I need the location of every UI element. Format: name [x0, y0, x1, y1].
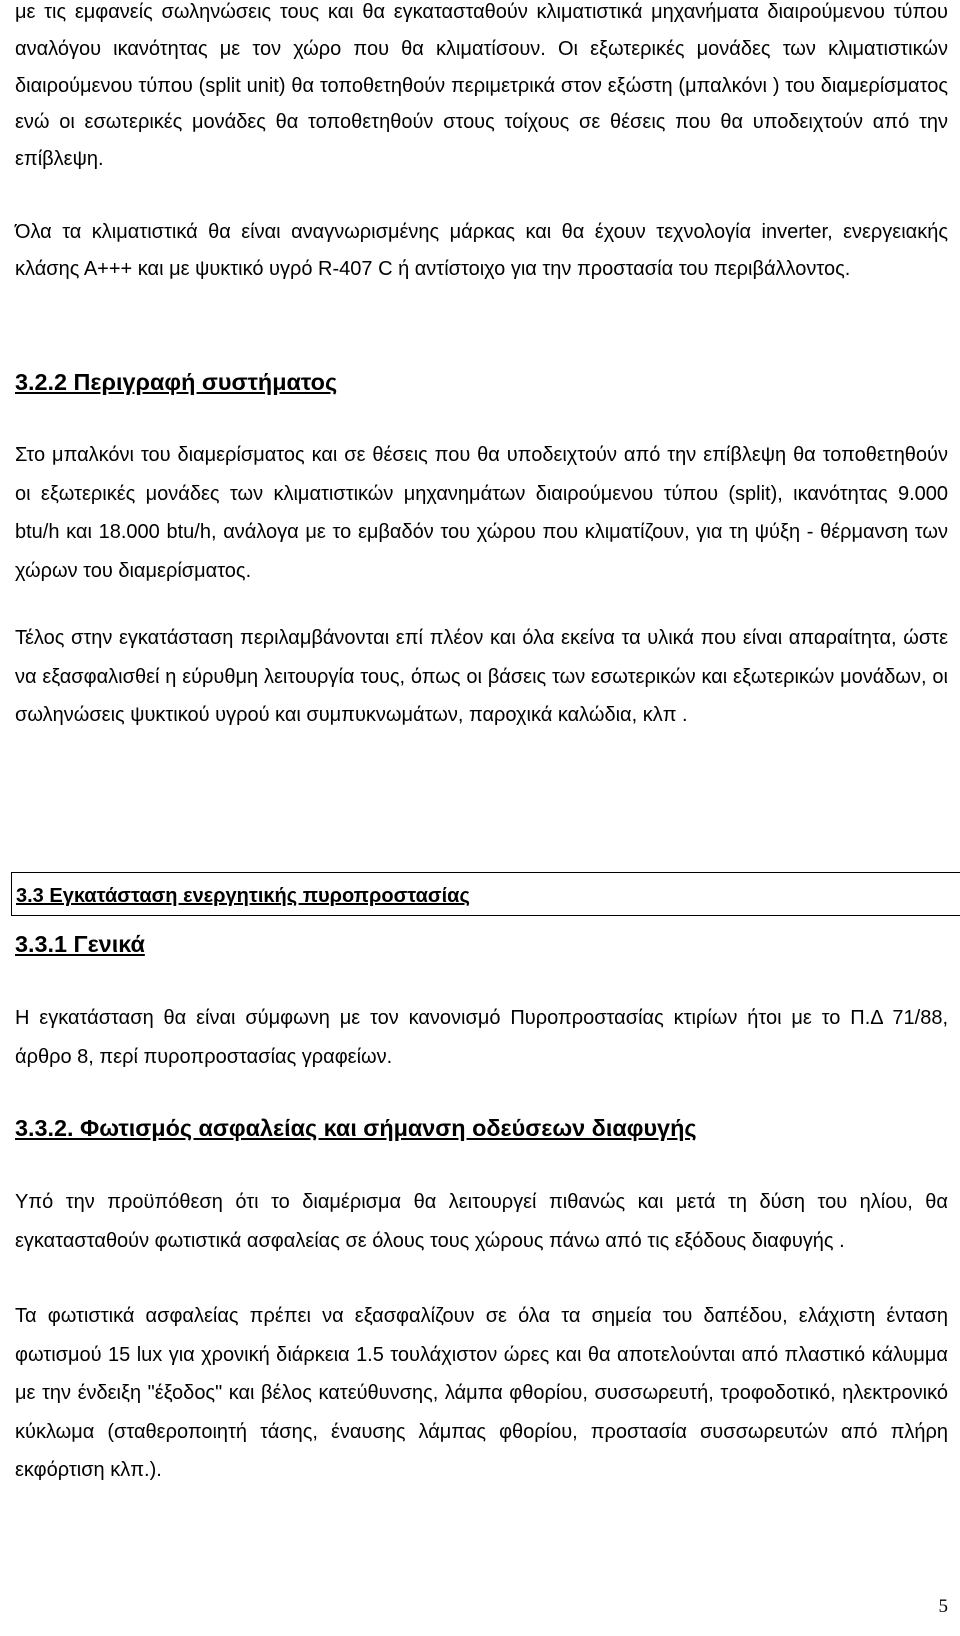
section-heading-3-3-2: 3.3.2. Φωτισμός ασφαλείας και σήμανση οδεύσεων διαφυγής: [15, 1115, 697, 1141]
section-heading-box-3-3: [11, 872, 960, 916]
section-heading-3-3: 3.3 Εγκατάσταση ενεργητικής πυροπροστασίας: [16, 885, 470, 907]
aircon-paragraph-1: με τις εμφανείς σωληνώσεις τους και θα εγκατασταθούν κλιματιστικά μηχανήματα διαιρούμενου τύπου αναλόγου ικανότητας με τον χώρο που θα κλιματίσουν. Οι εξωτερικές μονάδες των κλιματιστικών διαιρούμενου τύπου (split unit) θα τοποθετηθούν περιμετρικά στον εξώστη (μπαλκόνι ) του διαμερίσματος ενώ οι εσωτερικές μονάδες θα τοποθετηθούν στους τοίχους σε θέσεις που θα υποδειχτούν από την επίβλεψη.: [15, 1, 948, 171]
section-heading-3-2-2: 3.2.2 Περιγραφή συστήματος: [15, 369, 338, 395]
emergency-lighting-paragraph-1: Υπό την προϋπόθεση ότι το διαμέρισμα θα λειτουργεί πιθανώς και μετά τη δύση του ηλίου, θα εγκατασταθούν φωτιστικά ασφαλείας σε όλους τους χώρους πάνω από τις εξόδους διαφυγής .: [15, 1191, 948, 1252]
section-heading-3-3-1: 3.3.1 Γενικά: [15, 931, 145, 957]
aircon-paragraph-2: Όλα τα κλιματιστικά θα είναι αναγνωρισμένης μάρκας και θα έχουν τεχνολογία inverter, ενεργειακής κλάσης Α+++ και με ψυκτικό υγρό R-407 C ή αντίστοιχο για την προστασία του περιβάλλοντος.: [15, 221, 948, 280]
fire-protection-general-paragraph: Η εγκατάσταση θα είναι σύμφωνη με τον κανονισμό Πυροπροστασίας κτιρίων ήτοι με το Π.Δ 71/88, άρθρο 8, περί πυροπροστασίας γραφείων.: [15, 1007, 948, 1068]
page-number: 5: [938, 1596, 948, 1617]
system-description-paragraph-2: Τέλος στην εγκατάσταση περιλαμβάνονται επί πλέον και όλα εκείνα τα υλικά που είναι απαραίτητα, ώστε να εξασφαλισθεί η εύρυθμη λειτουργία τους, όπως οι βάσεις των εσωτερικών και εξωτερικών μονάδων, οι σωληνώσεις ψυκτικού υγρού και συμπυκνωμάτων, παροχικά καλώδια, κλπ .: [15, 627, 948, 726]
system-description-paragraph-1: Στο μπαλκόνι του διαμερίσματος και σε θέσεις που θα υποδειχτούν από την επίβλεψη θα τοποθετηθούν οι εξωτερικές μονάδες των κλιματιστικών μηχανημάτων διαιρούμενου τύπου (split), ικανότητας 9.000 btu/h και 18.000 btu/h, ανάλογα με το εμβαδόν του χώρου που κλιματίζουν, για τη ψύξη - θέρμανση των χώρων του διαμερίσματος.: [15, 444, 948, 582]
emergency-lighting-paragraph-2: Τα φωτιστικά ασφαλείας πρέπει να εξασφαλίζουν σε όλα τα σημεία του δαπέδου, ελάχιστη ένταση φωτισμού 15 lux για χρονική διάρκεια 1.5 τουλάχιστον ώρες και θα αποτελούνται από πλαστικό κάλυμμα με την ένδειξη "έξοδος" και βέλος κατεύθυνσης, λάμπα φθορίου, συσσωρευτή, τροφοδοτικό, ηλεκτρονικό κύκλωμα (σταθεροποιητή τάσης, έναυσης λάμπας φθορίου, προστασία συσσωρευτών από πλήρη εκφόρτιση κλπ.).: [15, 1305, 948, 1481]
